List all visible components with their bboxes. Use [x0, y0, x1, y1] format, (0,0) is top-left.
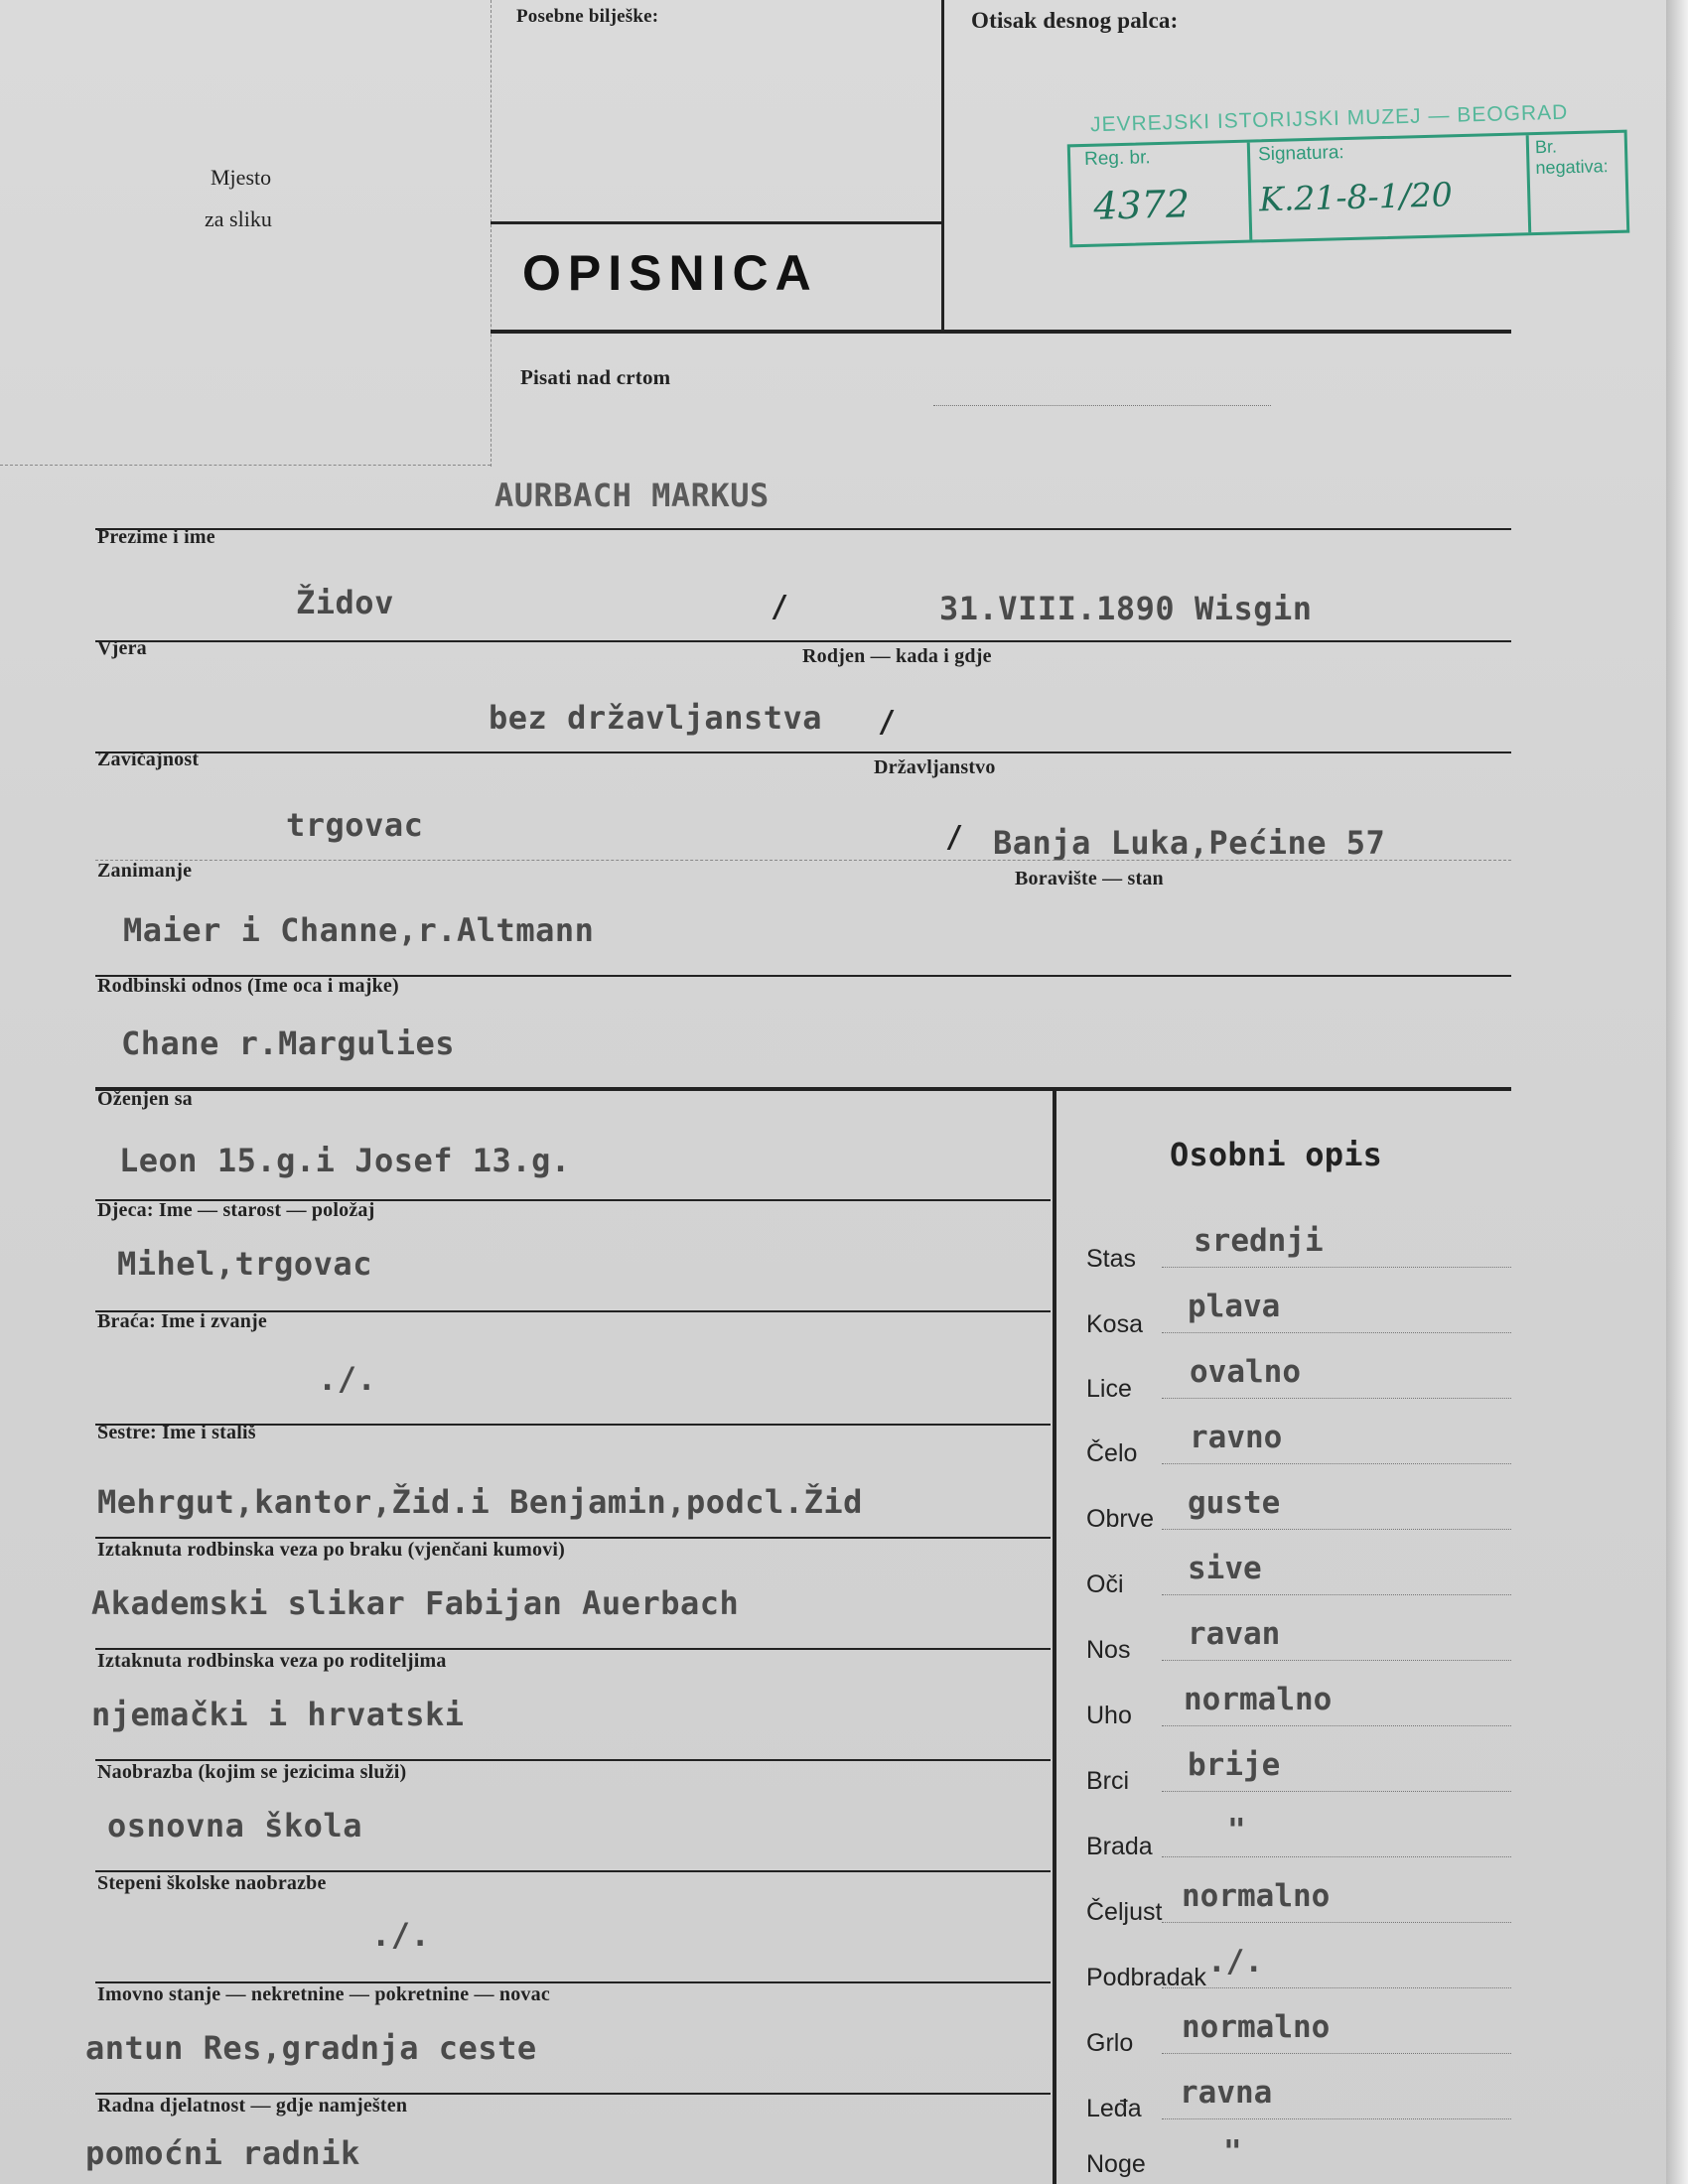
description-label: Brada — [1086, 1833, 1153, 1860]
married-value: Chane r.Margulies — [121, 1024, 456, 1062]
religion-value: Židov — [296, 584, 394, 621]
description-value: ovalno — [1190, 1354, 1301, 1390]
description-label: Čelo — [1086, 1439, 1138, 1467]
description-rule — [1162, 1267, 1511, 1268]
sisters-label: Sestre: Ime i stališ — [97, 1422, 256, 1443]
separator-slash: / — [945, 820, 964, 855]
name-value: AURBACH MARKUS — [494, 477, 770, 514]
married-rule — [95, 1087, 1511, 1091]
description-value: ravna — [1180, 2075, 1273, 2111]
stamp-museum-text: JEVREJSKI ISTORIJSKI MUZEJ — BEOGRAD — [1089, 100, 1569, 137]
description-rule — [1162, 1398, 1511, 1399]
photo-place-line1: Mjesto — [211, 165, 272, 190]
photo-place-line2: za sliku — [205, 206, 272, 231]
property-label: Imovno stanje — nekretnine — pokretnine — novac — [97, 1983, 550, 2005]
description-value: ravno — [1190, 1420, 1283, 1455]
description-value: normalno — [1182, 1878, 1331, 1914]
stamp-reg-value: 4372 — [1092, 182, 1191, 228]
description-rule — [1162, 2118, 1511, 2119]
occupation-value: trgovac — [286, 806, 424, 844]
description-label: Stas — [1086, 1245, 1137, 1273]
residence-label: Boravište — stan — [1015, 868, 1164, 889]
description-label: Uho — [1086, 1702, 1132, 1729]
homeland-label: Zavičajnost — [97, 749, 200, 770]
description-rule — [1162, 1922, 1511, 1923]
description-value: " — [1223, 2134, 1242, 2170]
occupation-label: Zanimanje — [97, 860, 193, 882]
separator-slash: / — [771, 590, 789, 624]
sisters-value: ./. — [318, 1360, 377, 1398]
description-value: plava — [1188, 1289, 1281, 1324]
description-rule — [1162, 1660, 1511, 1661]
relation-parents-value: Akademski slikar Fabijan Auerbach — [91, 1584, 740, 1622]
description-value: sive — [1188, 1551, 1262, 1586]
description-label: Oči — [1086, 1570, 1124, 1598]
title-bottom-rule — [491, 330, 1511, 334]
description-rule — [1162, 1332, 1511, 1333]
parents-value: Maier i Channe,r.Altmann — [123, 911, 595, 949]
education-lang-value: njemački i hrvatski — [91, 1696, 465, 1733]
description-label: Brci — [1086, 1767, 1130, 1795]
residence-value: Banja Luka,Pećine 57 — [993, 824, 1386, 862]
description-value: brije — [1188, 1747, 1281, 1783]
description-rule — [1162, 1463, 1511, 1464]
description-rule — [1162, 1594, 1511, 1595]
work-extra-value: pomoćni radnik — [85, 2134, 360, 2172]
name-rule — [95, 528, 1511, 530]
separator-slash: / — [878, 705, 897, 740]
thumb-label: Otisak desnog palca: — [971, 8, 1179, 33]
brothers-label: Braća: Ime i zvanje — [97, 1310, 267, 1332]
description-label: Podbradak — [1086, 1964, 1206, 1991]
page-edge — [1666, 0, 1688, 2184]
religion-label: Vjera — [97, 637, 147, 659]
stamp-signature-label: Signatura: — [1257, 142, 1344, 166]
brothers-value: Mihel,trgovac — [117, 1245, 372, 1283]
relation-marriage-label: Iztaknuta rodbinska veza po braku (vjenčani kumovi) — [97, 1539, 566, 1561]
description-label: Kosa — [1086, 1310, 1143, 1338]
relation-parents-label: Iztaknuta rodbinska veza po roditeljima — [97, 1650, 447, 1672]
description-value: " — [1227, 1813, 1246, 1848]
homeland-value: bez državljanstva — [489, 699, 823, 737]
occupation-rule — [95, 860, 1511, 861]
description-value: srednji — [1194, 1223, 1324, 1259]
married-label: Oženjen sa — [97, 1088, 193, 1110]
description-label: Leđa — [1086, 2095, 1142, 2122]
description-rule — [1162, 1987, 1511, 1988]
parents-label: Rodbinski odnos (Ime oca i majke) — [97, 975, 399, 997]
education-lang-label: Naobrazba (kojim se jezicima služi) — [97, 1761, 407, 1783]
description-title: Osobni opis — [1170, 1136, 1383, 1173]
children-value: Leon 15.g.i Josef 13.g. — [119, 1142, 571, 1179]
stamp-signature-value: K.21-8-1/20 — [1258, 175, 1454, 219]
school-level-label: Stepeni školske naobrazbe — [97, 1872, 327, 1894]
description-label: Noge — [1086, 2150, 1146, 2178]
description-label: Grlo — [1086, 2029, 1134, 2057]
stamp-reg-label: Reg. br. — [1083, 147, 1151, 170]
work-value: antun Res,gradnja ceste — [85, 2029, 537, 2067]
description-rule — [1162, 1725, 1511, 1726]
photo-box-bottom — [0, 465, 491, 466]
stamp-negative-label: Br. negativa: — [1534, 136, 1609, 179]
property-value: ./. — [371, 1916, 431, 1954]
description-value: normalno — [1182, 2009, 1331, 2045]
archive-stamp — [1067, 130, 1630, 248]
relation-marriage-value: Mehrgut,kantor,Žid.i Benjamin,podcl.Žid — [97, 1483, 863, 1521]
description-value: ravan — [1188, 1616, 1281, 1652]
description-label: Čeljust — [1086, 1898, 1163, 1926]
school-level-value: osnovna škola — [107, 1807, 362, 1844]
description-rule — [1162, 1529, 1511, 1530]
header-divider-vertical — [941, 0, 944, 330]
description-rule — [1162, 1791, 1511, 1792]
description-rule — [1162, 2053, 1511, 2054]
photo-box-border — [491, 0, 492, 467]
form-title: OPISNICA — [522, 245, 818, 301]
religion-rule — [95, 640, 1511, 642]
description-value: normalno — [1184, 1682, 1333, 1717]
description-rule — [1162, 1856, 1511, 1857]
work-label: Radna djelatnost — gdje namješten — [97, 2095, 408, 2116]
write-above-line-label: Pisati nad crtom — [520, 365, 671, 389]
description-divider — [1053, 1089, 1056, 2184]
description-label: Obrve — [1086, 1505, 1155, 1533]
name-label: Prezime i ime — [97, 526, 215, 548]
citizenship-label: Državljanstvo — [874, 756, 996, 778]
born-value: 31.VIII.1890 Wisgin — [939, 590, 1313, 627]
children-label: Djeca: Ime — starost — položaj — [97, 1199, 375, 1221]
description-value: ./. — [1207, 1944, 1263, 1979]
description-label: Nos — [1086, 1636, 1131, 1664]
notes-label: Posebne bilješke: — [516, 6, 659, 27]
description-value: guste — [1188, 1485, 1281, 1521]
title-top-rule — [491, 221, 941, 224]
description-label: Lice — [1086, 1375, 1132, 1403]
faint-rule — [933, 405, 1271, 406]
born-label: Rodjen — kada i gdje — [802, 645, 992, 667]
homeland-rule — [95, 751, 1511, 753]
